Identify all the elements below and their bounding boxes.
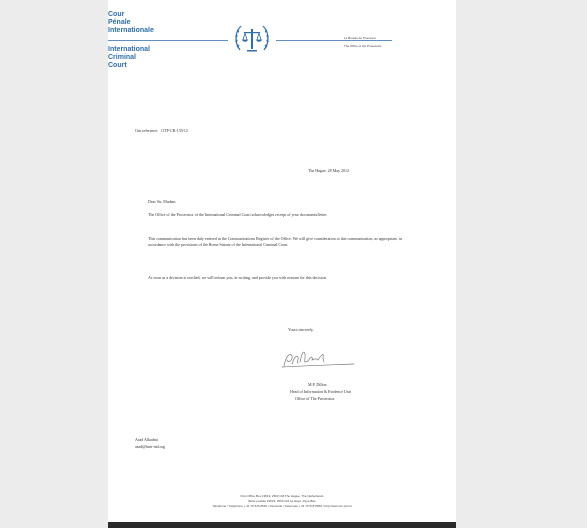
court-fr-line: Internationale — [108, 27, 154, 34]
addressee-name: Asad Alkadmi — [135, 437, 158, 442]
paragraph-register: This communication has been duly entered in the Communications Register of the Office. We will give consideration to this communication, as appropriate, in accordance with the provisions of the Rome Statute of the International Criminal Court. — [148, 236, 403, 247]
reference-value: OTP-CR-135/12 — [161, 128, 188, 133]
reference-line — [135, 128, 188, 134]
signatory-office: Office of The Prosecutor — [295, 396, 335, 401]
reference-label: Our reference: — [135, 128, 159, 133]
court-en-line: Court — [108, 62, 127, 69]
paragraph-decision: As soon as a decision is reached, we will inform you, in writing, and provide you with reasons for this decision. — [148, 275, 327, 280]
addressee-email: asad@hrm-md.org — [135, 444, 165, 449]
footer-contact: Telephone / Téléphone + 31 70 515 8515 / Facsimile / Télécopie + 31 70 515 8555 / http://www.icc-cpi.int — [212, 504, 352, 508]
bottom-bar-dark — [108, 522, 456, 528]
signatory-name: M.P. Dillon — [308, 382, 327, 387]
icc-emblem-icon — [232, 20, 272, 60]
bottom-bar — [0, 522, 587, 528]
footer-address-fr: Boîte postale 19519, 2500 CM La Haye, Pays-Bas — [248, 499, 316, 503]
closing: Yours sincerely, — [288, 327, 314, 332]
header-rule-left — [108, 40, 228, 41]
signatory-title: Head of Information & Evidence Unit — [290, 389, 351, 394]
date-line: The Hague, 28 May 2012 — [308, 168, 349, 173]
office-name-english: The Office of the Prosecutor — [344, 44, 382, 48]
court-fr-line: Cour — [108, 11, 125, 18]
court-name-french — [108, 11, 188, 35]
letter-page — [108, 0, 456, 522]
header-rule-right — [276, 40, 392, 41]
court-en-line: International — [108, 46, 151, 53]
paragraph-receipt: The Office of the Prosecutor of the International Criminal Court acknowledges receipt of your documents/letter. — [148, 212, 328, 217]
handwritten-signature — [278, 346, 360, 370]
salutation: Dear Sir, Madam — [148, 199, 176, 204]
office-name-french: Le Bureau du Procureur — [344, 36, 377, 40]
court-fr-line: Pénale — [108, 19, 131, 26]
court-name-english — [108, 46, 188, 70]
court-en-line: Criminal — [108, 54, 137, 61]
footer-address-en: Post Office Box 19519, 2500 CM The Hague, The Netherlands — [240, 494, 324, 498]
